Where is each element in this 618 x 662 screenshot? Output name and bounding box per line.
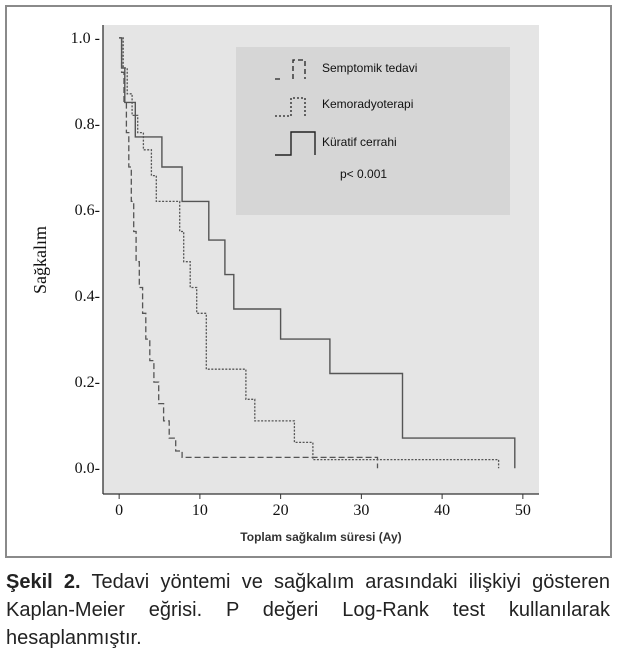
x-tick-label-50: 50	[514, 502, 531, 519]
y-tick-label-3: 0.6-	[74, 202, 100, 220]
y-axis-title: Sağkalım	[30, 226, 50, 294]
y-tick-label-4: 0.8-	[74, 115, 100, 133]
x-tick-label-10: 10	[191, 502, 208, 519]
y-tick-label-0: 0.0-	[74, 460, 100, 478]
x-tick-label-0: 0	[115, 502, 124, 519]
y-tick-label-1: 0.2-	[74, 374, 100, 392]
y-tick-label-5: 1.0 -	[70, 29, 100, 47]
x-tick-label-20: 20	[272, 502, 289, 519]
legend-label-semptomik: Semptomik tedavi	[322, 61, 418, 75]
caption-text: Tedavi yöntemi ve sağkalım arasındaki ilişkiyi gösteren Kaplan-Meier eğrisi. P değeri Log-Rank test kullanılarak hesaplanmıştır.	[6, 571, 610, 649]
figure-caption	[6, 568, 610, 652]
x-tick-label-30: 30	[353, 502, 370, 519]
legend-label-kuratif: Küratif cerrahi	[322, 135, 397, 149]
x-axis-title: Toplam sağkalım süresi (Ay)	[240, 530, 402, 544]
p-value-annotation: p< 0.001	[340, 167, 388, 181]
caption-label: Şekil 2.	[6, 571, 81, 593]
x-tick-label-40: 40	[434, 502, 451, 519]
y-tick-label-2: 0.4-	[74, 288, 100, 306]
legend-label-kemoradyoterapi: Kemoradyoterapi	[322, 97, 414, 111]
